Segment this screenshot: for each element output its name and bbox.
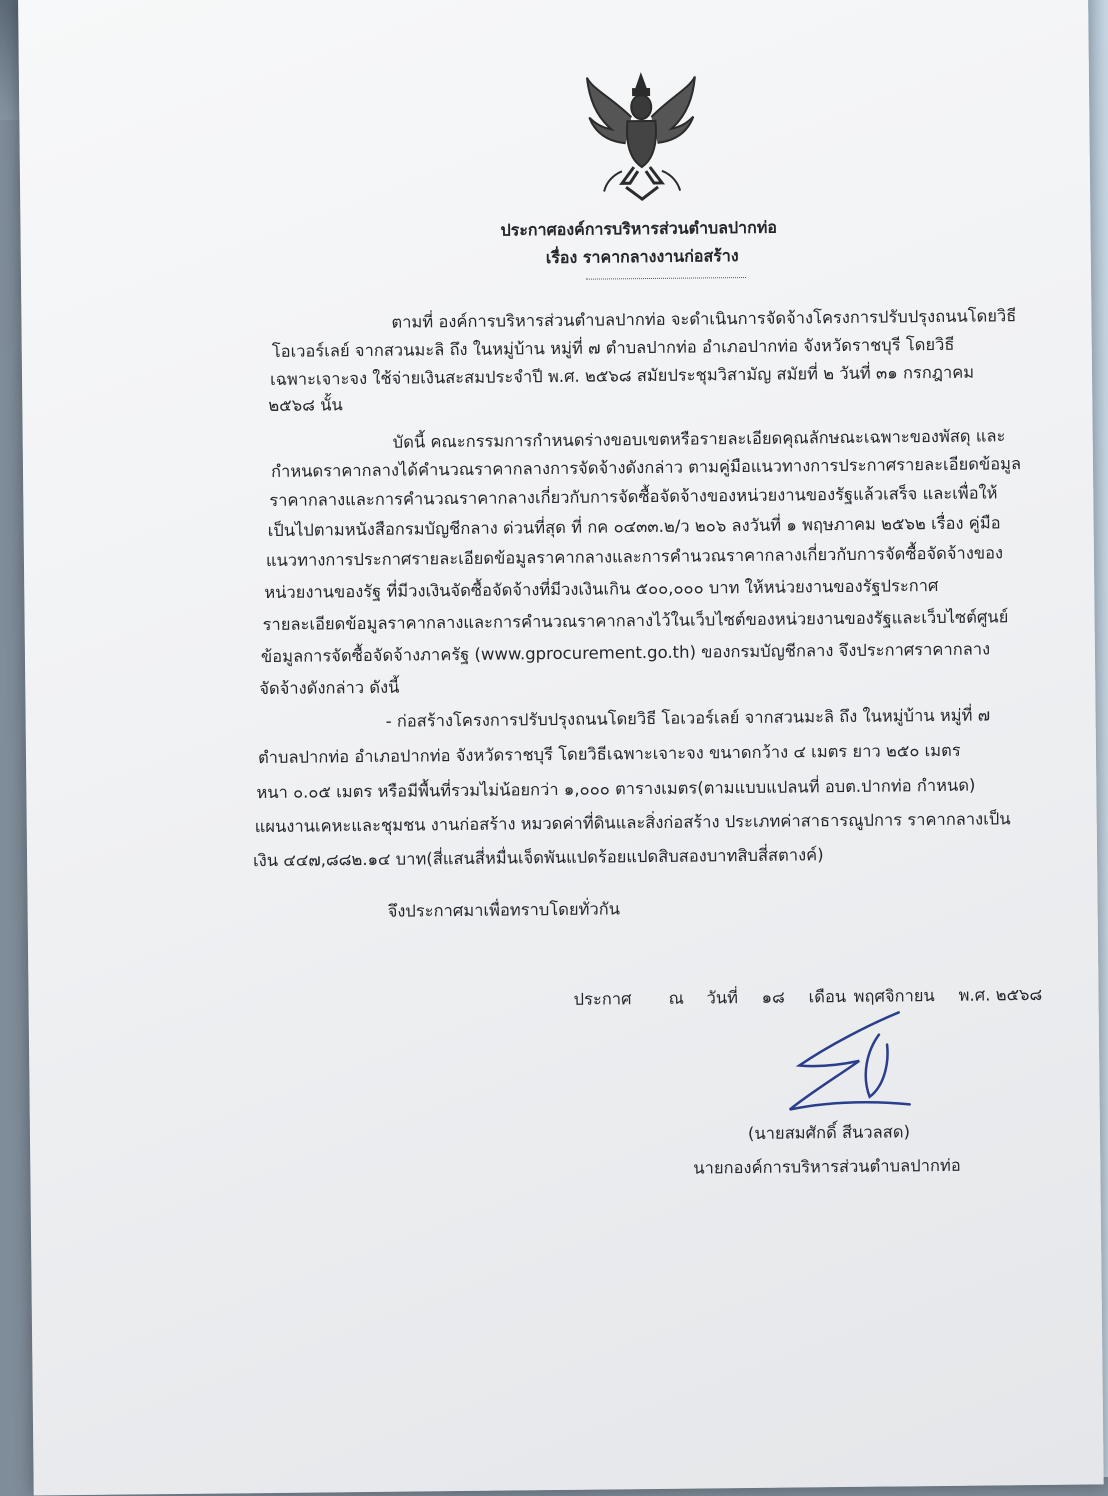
date-at: ณ	[668, 988, 684, 1008]
para2-line-8: ข้อมูลการจัดซื้อจัดจ้างภาครัฐ (www.gprocurement.go.th) ของกรมบัญชีกลาง จึงประกาศราคากลาง	[260, 639, 991, 667]
para3-line-3: หนา ๐.๐๕ เมตร หรือมีพื้นที่รวมไม่น้อยกว่า ๑,๐๐๐ ตารางเมตร(ตามแบบแปลนที่ อบต.ปากท่อ กำหนด)	[256, 775, 976, 803]
para2-line-5: แนวทางการประกาศรายละเอียดข้อมูลราคากลางและการคำนวณราคากลางเกี่ยวกับการจัดซื้อจัดจ้างของ	[265, 543, 1004, 571]
para1-line-3: เฉพาะเจาะจง ใช้จ่ายเงินสะสมประจำปี พ.ศ. ๒๕๖๘ สมัยประชุมวิสามัญ สมัยที่ ๒ วันที่ ๓๑ กรกฎาคม	[269, 362, 975, 389]
doc-subject: เรื่อง ราคากลางงานก่อสร้าง	[545, 246, 739, 268]
para3-line-4: แผนงานเคหะและชุมชน งานก่อสร้าง หมวดค่าที่ดินและสิ่งก่อสร้าง ประเภทค่าสาธารณูปการ ราคากลางเป็น	[254, 809, 1011, 837]
signatory-position: นายกองค์การบริหารส่วนตำบลปากท่อ	[693, 1155, 961, 1178]
doc-title: ประกาศองค์การบริหารส่วนตำบลปากท่อ	[500, 217, 778, 240]
para2-line-4: เป็นไปตามหนังสือกรมบัญชีกลาง ด่วนที่สุด ที่ กค ๐๔๓๓.๒/ว ๒๐๖ ลงวันที่ ๑ พฤษภาคม ๒๕๖๒ เรื่อง คู่มือ	[267, 513, 1001, 541]
para2-line-6: หน่วยงานของรัฐ ที่มีวงเงินจัดซื้อจัดจ้างที่มีวงเงินเกิน ๕๐๐,๐๐๐ บาท ให้หน่วยงานของรัฐประกาศ	[264, 575, 939, 603]
para3-line-5: เงิน ๔๔๗,๘๘๒.๑๔ บาท(สี่แสนสี่หมื่นเจ็ดพันแปดร้อยแปดสิบสองบาทสิบสี่สตางค์)	[253, 845, 824, 871]
para2-line-7: รายละเอียดข้อมูลราคากลางและการคำนวณราคากลางไว้ในเว็บไซต์ของหน่วยงานของรัฐและเว็บไซต์ศูนย์	[262, 607, 1009, 635]
date-day-label: วันที่	[706, 988, 739, 1008]
date-month: พฤศจิกายน	[853, 986, 935, 1006]
date-day: ๑๘	[761, 987, 785, 1007]
document-page	[18, 0, 1104, 1496]
date-announce: ประกาศ	[573, 989, 632, 1009]
para2-line-1: บัดนี้ คณะกรรมการกำหนดร่างขอบเขตหรือรายละเอียดคุณลักษณะเฉพาะของพัสดุ และ	[392, 426, 1006, 452]
closing-statement: จึงประกาศมาเพื่อทราบโดยทั่วกัน	[387, 899, 621, 921]
para2-line-3: ราคากลางและการคำนวณราคากลางเกี่ยวกับการจัดซื้อจัดจ้างของหน่วยงานของรัฐแล้วเสร็จ และเพื่อให้	[269, 483, 998, 510]
para1-line-1: ตามที่ องค์การบริหารส่วนตำบลปากท่อ จะดำเนินการจัดจ้างโครงการปรับปรุงถนนโดยวิธี	[391, 306, 1017, 332]
date-month-label: เดือน	[808, 986, 847, 1007]
para3-line-1: - ก่อสร้างโครงการปรับปรุงถนนโดยวิธี โอเวอร์เลย์ จากสวนมะลิ ถึง ในหมู่บ้าน หมู่ที่ ๗	[385, 705, 991, 731]
handwritten-signature	[749, 1004, 920, 1116]
garuda-emblem-icon	[581, 66, 702, 202]
title-divider	[586, 277, 746, 280]
para1-line-4: ๒๕๖๘ นั้น	[268, 395, 343, 416]
date-year: พ.ศ. ๒๕๖๘	[958, 984, 1043, 1005]
para2-line-9: จัดจ้างดังกล่าว ดังนี้	[259, 677, 400, 699]
para2-line-2: กำหนดราคากลางได้คำนวณราคากลางการจัดจ้างดังกล่าว ตามคู่มือแนวทางการประกาศรายละเอียดข้อมูล	[270, 454, 1022, 481]
para3-line-2: ตำบลปากท่อ อำเภอปากท่อ จังหวัดราชบุรี โดยวิธีเฉพาะเจาะจง ขนาดกว้าง ๔ เมตร ยาว ๒๕๐ เมตร	[257, 740, 961, 768]
para1-line-2: โอเวอร์เลย์ จากสวนมะลิ ถึง ในหมู่บ้าน หมู่ที่ ๗ ตำบลปากท่อ อำเภอปากท่อ จังหวัดราชบุรี โดยวิธี	[271, 334, 955, 361]
signatory-name: (นายสมศักดิ์ สีนวลสด)	[747, 1122, 911, 1144]
